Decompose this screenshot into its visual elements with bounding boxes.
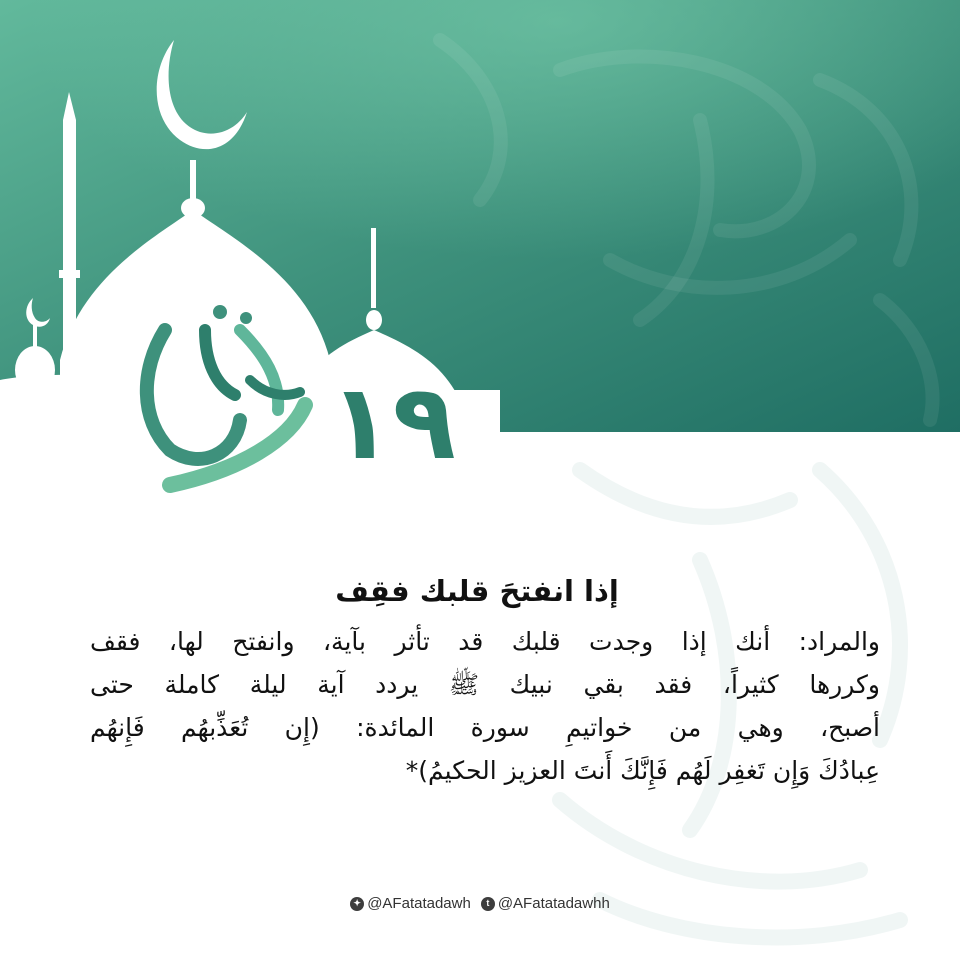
post-body-line-4: عِبادُكَ وَإِن تَغفِر لَهُم فَإِنَّكَ أَنتَ العزيز الحكيمُ)* [405,756,880,785]
post-body-line-1: والمراد: أنك إذا وجدت قلبك قد تأثر بآية، وانفتح لها، فقف [90,627,880,656]
social-handles [0,895,960,912]
tumblr-icon: t [481,897,495,911]
twitter-bird-icon: ✦ [350,897,364,911]
post-text-block [90,568,880,792]
twitter-handle[interactable] [350,895,471,912]
tumblr-handle-text: @AFatatadawhh [497,895,610,912]
twitter-handle-text: @AFatatadawh [367,895,471,912]
post-body-line-2: وكررها كثيراً، فقد بقي نبيك ﷺ يردد آية ليلة كاملة حتى [90,670,880,699]
ramadan-day-number: ١٩ [329,361,456,483]
post-body-line-3: أصبح، وهي من خواتيمِ سورة المائدة: (إِن تُعَذِّبهُم فَإِنهُم [90,713,880,742]
post-headline: إذا انفتحَ قلبك فقِف [335,574,619,608]
tumblr-handle[interactable] [481,895,610,912]
